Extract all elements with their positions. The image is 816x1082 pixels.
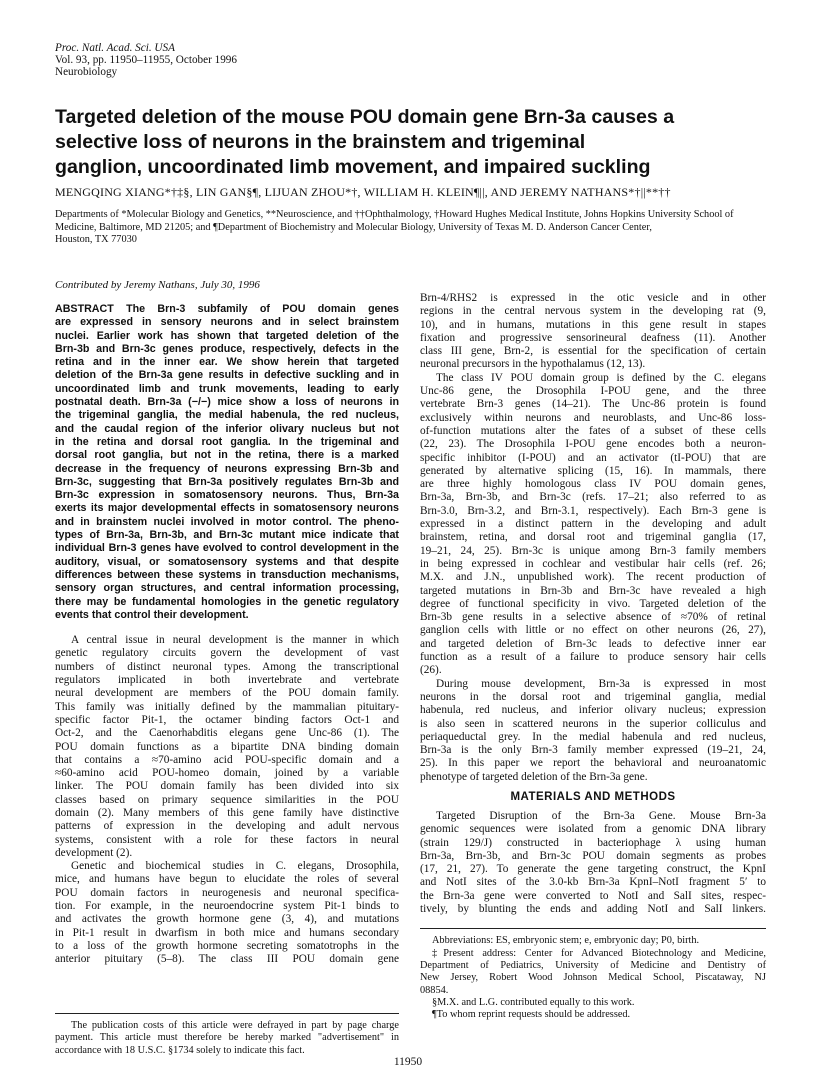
text-line: §M.X. and L.G. contributed equally to this work.: [432, 996, 635, 1008]
journal-section: Neurobiology: [55, 66, 118, 78]
text-line: degree of functional specificity in vivo. Targeted deletion of the: [420, 597, 766, 610]
text-line: M.X. and J.N., unpublished work). The recent production of: [420, 571, 766, 584]
text-line: uncoordinated limb and trunk movements, leading to early: [55, 382, 399, 395]
text-line: 10), and in humans, mutations in this gene result in stapes: [420, 318, 766, 331]
text-line: Targeted Disruption of the Brn-3a Gene. Mouse Brn-3a: [436, 809, 766, 822]
text-line: (strain 129/J) constructed in bacteriophage λ using human: [420, 836, 766, 849]
text-line: linker. The POU domain family has been divided into six: [55, 780, 399, 793]
text-line: and NotI sites of the 3.0-kb Brn-3a KpnI–NotI fragment 5′ to: [420, 876, 766, 889]
text-line: the Brn-3a gene were converted to NotI and SalI sites, respec-: [420, 889, 766, 902]
left-column: [55, 303, 399, 967]
text-line: ¶To whom reprint requests should be addressed.: [432, 1009, 631, 1021]
contributed-by: Contributed by Jeremy Nathans, July 30, 1996: [55, 279, 260, 291]
text-line: (22, 23). The Drosophila I-POU gene encodes both a neuron-: [420, 438, 766, 451]
text-line: genetic regulatory circuits govern the development of vast: [55, 647, 399, 660]
text-line: and in brainstem nuclei involved in motor control. The pheno-: [55, 515, 399, 528]
text-line: vertebrate Brn-3 genes (14–21). The Unc-86 protein is found: [420, 398, 766, 411]
text-line: and the caudal region of the inferior olivary nucleus but not: [55, 422, 399, 435]
text-line: generated by alternative splicing (15, 16). In mammals, there: [420, 464, 766, 477]
methods-paragraph: [420, 810, 766, 916]
text-line: Brn-3c expression in somatosensory neurons. Thus, Brn-3a: [55, 489, 399, 502]
text-line: dorsal root ganglia, but not in the retina, there is a marked: [55, 449, 399, 462]
text-line: ABSTRACT The Brn-3 subfamily of POU domain genes: [55, 303, 399, 315]
text-line: Abbreviations: ES, embryonic stem; e, embryonic day; P0, birth.: [432, 935, 700, 947]
text-line: events that control their development.: [55, 608, 249, 621]
right-paragraph-2: [420, 372, 766, 678]
text-line: 08854.: [420, 984, 449, 996]
text-line: Unc-86 gene, the Drosophila I-POU gene, and the three: [420, 385, 766, 398]
text-line: types of Brn-3a, Brn-3b, and Brn-3c mutant mice indicate that: [55, 529, 399, 542]
text-line: of-function mutations alter the fates of a subset of these cells: [420, 424, 766, 437]
title-line: ganglion, uncoordinated limb movement, and impaired suckling: [55, 156, 651, 178]
text-line: exerts its major developmental effects in somatosensory neurons: [55, 502, 399, 515]
text-line: specific factor Pit-1, the octamer binding factors Oct-1 and: [55, 713, 399, 726]
text-line: exclusively within neurons and neuroblasts, and Unc-86 loss-: [420, 411, 766, 424]
text-line: Brn-3b and Brn-3c genes produce, respectively, defects in the: [55, 342, 399, 355]
text-line: that contains a ≈70-amino acid POU-specific domain and a: [55, 753, 399, 766]
text-line: in Pit-1 result in dwarfism in both mice and humans secondary: [55, 926, 399, 939]
footnote-divider: [420, 928, 766, 929]
text-line: Brn-3a, Brn-3b, and Brn-3c POU domain segments as probes: [420, 849, 766, 862]
text-line: accordance with 18 U.S.C. §1734 solely to indicate this fact.: [55, 1044, 305, 1056]
text-line: Oct-2, and the Caenorhabditis elegans gene Unc-86 (1). The: [55, 727, 399, 740]
text-line: are expressed in sensory neurons and in select brainstem: [55, 316, 399, 329]
text-line: periaqueductal grey. In the medial habenula and red nucleus,: [420, 730, 766, 743]
text-line: ≈60-amino acid POU-homeo domain, joined by a variable: [55, 767, 399, 780]
text-line: anterior pituitary (5–8). The class III POU domain gene: [55, 953, 399, 966]
publication-cost-note: [55, 1007, 399, 1057]
text-line: class III gene, Brn-2, is essential for the specification of certain: [420, 345, 766, 358]
intro-paragraph-2: [55, 860, 399, 966]
journal-name: Proc. Natl. Acad. Sci. USA: [55, 42, 175, 54]
affiliation-line: Medicine, Baltimore, MD 21205; and ¶Department of Biochemistry and Molecular Biology, University of Texas M. D. Anderson Cancer Center,: [55, 221, 652, 233]
right-paragraph-1: [420, 292, 766, 372]
footnotes: [420, 935, 766, 1021]
text-line: classes based on primary sequence similarities in the POU: [55, 793, 399, 806]
text-line: specific inhibitor (I-POU) and an activator (tI-POU) that are: [420, 451, 766, 464]
text-line: decrease in the frequency of neurons expressing Brn-3b and: [55, 462, 399, 475]
text-line: targeted mutations in Brn-3b and Brn-3c have revealed a high: [420, 584, 766, 597]
affiliation-line: Departments of *Molecular Biology and Genetics, **Neuroscience, and ††Ophthalmology, †Howard Hughes Medical Institute, Johns Hopkins University School of: [55, 209, 734, 220]
text-line: individual Brn-3 genes have evolved to control development in the: [55, 542, 399, 555]
text-line: The class IV POU domain group is defined by the C. elegans: [436, 371, 766, 384]
right-paragraph-3: [420, 678, 766, 784]
text-line: New Jersey, Robert Wood Johnson Medical School, Piscataway, NJ: [420, 972, 766, 984]
text-line: tively, by blunting the ends and adding NotI and SalI linkers.: [420, 903, 766, 916]
text-line: sensory organ structures, and central information processing,: [55, 582, 399, 595]
text-line: This family was initially defined by the mammalian pituitary-: [55, 700, 399, 713]
text-line: tion. For example, in the neuroendocrine system Pit-1 binds to: [55, 900, 399, 913]
text-line: retina and in the inner ear. We show herein that targeted: [55, 356, 399, 369]
right-column: [420, 292, 766, 1021]
journal-volume: Vol. 93, pp. 11950–11955, October 1996: [55, 54, 237, 66]
methods-heading: MATERIALS AND METHODS: [510, 790, 676, 803]
text-line: auditory, visual, or somatosensory systems and that despite: [55, 555, 399, 568]
text-line: numbers of distinct neuronal types. Among the transcriptional: [55, 660, 399, 673]
text-line: and targeted deletion of Brn-3c leads to defective inner ear: [420, 637, 766, 650]
article-title: [55, 105, 775, 180]
text-line: 25). In this paper we report the behavioral and neuroanatomic: [420, 757, 766, 770]
text-line: Department of Pediatrics, University of Medicine and Dentistry of: [420, 959, 766, 971]
author-list: MENGQING XIANG*†‡§, LIN GAN§¶, LIJUAN ZHOU*†, WILLIAM H. KLEIN¶||, AND JEREMY NATHANS*†||**††: [55, 185, 671, 199]
affiliation-line: Houston, TX 77030: [55, 234, 137, 245]
text-line: POU domain factors in neurogenesis and neuronal specifica-: [55, 886, 399, 899]
text-line: function as a result of a failure to produce sensory hair cells: [420, 651, 766, 664]
text-line: in the retina and dorsal root ganglia. In the trigeminal and: [55, 435, 399, 448]
text-line: (26).: [420, 664, 442, 677]
text-line: systems, consistent with a role for these factors in neural: [55, 833, 399, 846]
text-line: Brn-3a, Brn-3b, and Brn-3c (refs. 17–21; also referred to as: [420, 491, 766, 504]
text-line: During mouse development, Brn-3a is expressed in most: [436, 677, 766, 690]
text-line: POU domain functions as a bipartite DNA binding domain: [55, 740, 399, 753]
text-line: domain (2). Many members of this gene family have distinctive: [55, 806, 399, 819]
title-line: selective loss of neurons in the brainstem and trigeminal: [55, 131, 586, 153]
text-line: in being expressed in cochlear and vestibular hair cells (ref. 26;: [420, 557, 766, 570]
text-line: is also seen in scattered neurons in the superior colliculus and: [420, 717, 766, 730]
text-line: phenotype of targeted deletion of the Brn-3a gene.: [420, 770, 648, 783]
text-line: there may be fundamental homologies in the genetic regulatory: [55, 595, 399, 608]
text-line: Brn-3a is the only Brn-3 family member expressed (19–21, 24,: [420, 744, 766, 757]
publication-cost-text: [55, 1020, 399, 1057]
text-line: and activates the growth hormone gene (3, 4), and mutations: [55, 913, 399, 926]
text-line: ganglion cells with little or no effect on other neurons (26, 27),: [420, 624, 766, 637]
text-line: Brn-3b gene results in a selective absence of ≈70% of retinal: [420, 611, 766, 624]
text-line: brainstem, retina, and dorsal root and trigeminal ganglia (17,: [420, 531, 766, 544]
text-line: regulators implicated in both invertebrate and vertebrate: [55, 674, 399, 687]
text-line: development (2).: [55, 846, 133, 859]
text-line: fixation and progressive sensorineural deafness (11). Another: [420, 331, 766, 344]
abstract: [55, 303, 399, 622]
journal-header: [55, 42, 237, 78]
text-line: neurons in the dorsal root and trigeminal ganglia, medial: [420, 690, 766, 703]
intro-paragraph-1: [55, 634, 399, 860]
text-line: genomic sequences were isolated from a genomic DNA library: [420, 823, 766, 836]
text-line: postnatal death. Brn-3a (−/−) mice show a loss of neurons in: [55, 396, 399, 409]
text-line: nuclei. Earlier work has shown that targeted deletion of the: [55, 329, 399, 342]
footnote-divider: [55, 1013, 399, 1014]
text-line: ‡Present address: Center for Advanced Biotechnology and Medicine,: [432, 947, 766, 959]
text-line: mice, and humans have begun to elucidate the roles of several: [55, 873, 399, 886]
text-line: payment. This article must therefore be hereby marked "advertisement" in: [55, 1032, 399, 1044]
text-line: to a loss of the growth hormone secreting somatotrophs in the: [55, 939, 399, 952]
text-line: Brn-4/RHS2 is expressed in the otic vesicle and in other: [420, 292, 766, 304]
text-line: The publication costs of this article were defrayed in part by page charge: [71, 1020, 399, 1031]
text-line: deletion of the Brn-3a gene results in defective suckling and in: [55, 369, 399, 382]
text-line: patterns of expression in the developing and adult nervous: [55, 820, 399, 833]
title-line: Targeted deletion of the mouse POU domain gene Brn-3a causes a: [55, 106, 675, 128]
text-line: differences between these systems in transduction mechanisms,: [55, 568, 399, 581]
text-line: regions in the central nervous system in the developing rat (9,: [420, 305, 766, 318]
text-line: neuronal precursors in the hypothalamus (12, 13).: [420, 358, 646, 371]
text-line: Brn-3c, suggesting that Brn-3a positively regulates Brn-3b and: [55, 475, 399, 488]
text-line: neural development are members of the POU domain family.: [55, 687, 399, 700]
text-line: expressed in a distinct pattern in the developing and adult: [420, 518, 766, 531]
text-line: Genetic and biochemical studies in C. elegans, Drosophila,: [71, 860, 399, 873]
text-line: Brn-3.0, Brn-3.2, and Brn-3.1, respectively). Each Brn-3 gene is: [420, 504, 766, 517]
text-line: the trigeminal ganglia, the medial habenula, the red nucleus,: [55, 409, 399, 422]
text-line: habenula, red nucleus, and inferior olivary nucleus; expression: [420, 704, 766, 717]
text-line: 19–21, 24, 25). Brn-3c is unique among Brn-3 family members: [420, 544, 766, 557]
text-line: are three highly homologous class IV POU domain genes,: [420, 478, 766, 491]
page-number: 11950: [393, 1056, 423, 1068]
text-line: (17, 21, 27). To generate the gene targeting construct, the KpnI: [420, 863, 766, 876]
affiliations: [55, 209, 770, 247]
text-line: A central issue in neural development is the manner in which: [71, 634, 399, 647]
